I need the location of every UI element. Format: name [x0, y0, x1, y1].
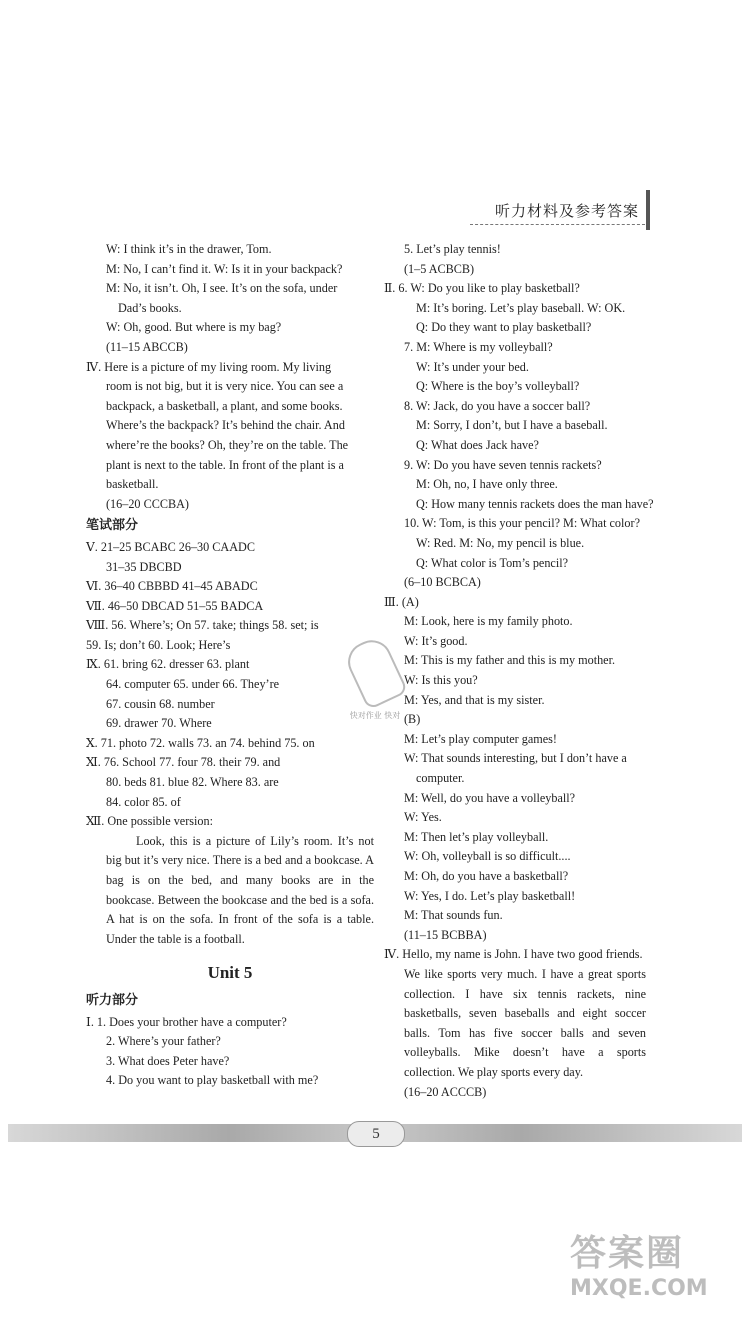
left-lines-line: Ⅳ. Here is a picture of my living room. My living: [86, 359, 332, 374]
left-lines-line: W: I think it’s in the drawer, Tom.: [106, 242, 272, 256]
left-lines-line: where’re the books? Oh, they’re on the table. The: [106, 437, 349, 452]
right-lines-line: 8. W: Jack, do you have a soccer ball?: [404, 398, 591, 413]
left-tail-line: 2. Where’s your father?: [106, 1034, 221, 1049]
left-tail-lines: [86, 1013, 374, 1091]
right-lines-line: Q: What color is Tom’s pencil?: [416, 555, 569, 570]
right-lines: [384, 240, 654, 945]
right-lines-line: M: Then let’s play volleyball.: [404, 829, 549, 844]
right-lines-line: W: Is this you?: [404, 673, 478, 688]
left-lines-line: 84. color 85. of: [106, 794, 181, 809]
header-corner-mark: [646, 190, 650, 230]
left-lines-line: Dad’s books.: [118, 300, 182, 315]
left-lines-line: M: No, I can’t find it. W: Is it in your backpack?: [106, 261, 343, 276]
left-lines-line: (16–20 CCCBA): [106, 496, 189, 511]
right-lines-line: 7. M: Where is my volleyball?: [404, 339, 553, 354]
right-lines-line: Ⅲ. (A): [384, 594, 419, 609]
left-lines-line: backpack, a basketball, a plant, and some books.: [106, 398, 343, 413]
right-lines-line: W: It’s under your bed.: [416, 359, 529, 374]
watermark-en: MXQE.COM: [570, 1276, 708, 1301]
left-lines-line: Where’s the backpack? It’s behind the chair. And: [106, 418, 345, 433]
right-lines-line: Q: Do they want to play basketball?: [416, 320, 592, 335]
left-lines-line: 80. beds 81. blue 82. Where 83. are: [106, 775, 279, 790]
left-lines-line: Ⅻ. One possible version:: [86, 814, 213, 829]
left-lines-line: basketball.: [106, 477, 159, 492]
passage-answers: (16–20 ACCCB): [404, 1084, 487, 1099]
left-lines-line: 笔试部分: [86, 518, 139, 534]
left-column: [86, 240, 374, 1091]
left-lines-line: Ⅺ. 76. School 77. four 78. their 79. and: [86, 755, 281, 770]
right-lines-line: M: Oh, no, I have only three.: [416, 477, 558, 492]
left-lines-line: Ⅸ. 61. bring 62. dresser 63. plant: [86, 657, 250, 672]
right-lines-line: M: Well, do you have a volleyball?: [404, 790, 576, 805]
unit-title: Unit 5: [207, 963, 253, 983]
right-lines-line: W: Yes, I do. Let’s play basketball!: [404, 888, 576, 903]
right-lines-line: M: Sorry, I don’t, but I have a baseball.: [416, 418, 608, 433]
passage-paragraph: We like sports very much. I have a great sports collection. I have six tennis rackets, nine basketballs, seven baseballs and eight soccer balls. Tom has five soccer balls and seven volleyballs. Mike doesn’t have a sports collection. We play sports every day.: [404, 966, 646, 1079]
left-lines-line: Ⅵ. 36–40 CBBBD 41–45 ABADC: [86, 579, 258, 594]
left-lines-line: Ⅹ. 71. photo 72. walls 73. an 74. behind 75. on: [86, 735, 315, 750]
right-lines-line: Q: Where is the boy’s volleyball?: [416, 379, 580, 394]
left-tail-line: 3. What does Peter have?: [106, 1053, 230, 1068]
watermark-cn: 答案圈: [570, 1233, 685, 1274]
left-lines-line: (11–15 ABCCB): [106, 339, 188, 354]
carrot-stamp-icon: [342, 634, 409, 711]
right-lines-line: M: It’s boring. Let’s play baseball. W: OK.: [416, 300, 626, 315]
left-lines-line: W: Oh, good. But where is my bag?: [106, 320, 282, 335]
right-lines-line: M: That sounds fun.: [404, 908, 503, 923]
left-lines-line: room is not big, but it is very nice. You can see a: [106, 379, 344, 394]
right-lines-line: W: Red. M: No, my pencil is blue.: [416, 535, 585, 550]
left-tail-line: Ⅰ. 1. Does your brother have a computer?: [86, 1014, 287, 1029]
right-lines-line: computer.: [416, 771, 465, 786]
left-lines-line: plant is next to the table. In front of the plant is a: [106, 457, 344, 472]
left-lines-line: 31–35 DBCBD: [106, 559, 182, 574]
left-lines-line: Ⅶ. 46–50 DBCAD 51–55 BADCA: [86, 598, 264, 613]
site-watermark-logo: [570, 1225, 740, 1305]
right-lines-line: M: Look, here is my family photo.: [404, 614, 573, 629]
right-lines-line: 9. W: Do you have seven tennis rackets?: [404, 457, 602, 472]
right-lines-line: 10. W: Tom, is this your pencil? M: What color?: [404, 516, 640, 531]
right-lines-line: M: Let’s play computer games!: [404, 731, 557, 746]
right-lines-line: Ⅱ. 6. W: Do you like to play basketball?: [384, 281, 580, 296]
right-lines-line: 5. Let’s play tennis!: [404, 242, 501, 256]
right-lines-line: Q: What does Jack have?: [416, 437, 539, 452]
left-lines: [86, 240, 374, 832]
left-lines-line: 69. drawer 70. Where: [106, 716, 212, 731]
stamp-watermark: [340, 640, 410, 740]
page-header-title: 听力材料及参考答案: [495, 202, 640, 220]
header-rule: [470, 224, 645, 225]
right-lines-line: M: Oh, do you have a basketball?: [404, 869, 569, 883]
right-lines-line: (B): [404, 712, 421, 727]
right-lines-line: W: Yes.: [404, 810, 442, 825]
right-lines-line: M: This is my father and this is my mother.: [404, 653, 616, 668]
left-lines-line: Ⅴ. 21–25 BCABC 26–30 CAADC: [86, 539, 255, 554]
right-lines-line: M: Yes, and that is my sister.: [404, 692, 545, 707]
right-lines-line: W: It’s good.: [404, 633, 468, 648]
right-lines-line: W: Oh, volleyball is so difficult....: [404, 849, 571, 864]
passage-heading-line: Ⅳ. Hello, my name is John. I have two good friends.: [384, 947, 643, 962]
page-number: 5: [347, 1121, 405, 1147]
right-lines-line: (1–5 ACBCB): [404, 261, 475, 276]
left-lines-line: Ⅷ. 56. Where’s; On 57. take; things 58. set; is: [86, 618, 319, 633]
left-lines-line: 67. cousin 68. number: [106, 696, 215, 711]
essay-paragraph: Look, this is a picture of Lily’s room. It’s not big but it’s very nice. There is a bed and a bookcase. A bag is on the bed, and many books are in the bookcase. Between the bookcase and the bed is a sofa. A hat is on the sofa. In front of the sofa is a table. Under the table is a football.: [106, 833, 374, 946]
left-lines-line: 59. Is; don’t 60. Look; Here’s: [86, 637, 231, 652]
left-tail-line: 4. Do you want to play basketball with me?: [106, 1073, 319, 1088]
right-column: [384, 240, 654, 1102]
left-lines-line: M: No, it isn’t. Oh, I see. It’s on the sofa, under: [106, 281, 338, 296]
left-lines-line: 64. computer 65. under 66. They’re: [106, 677, 280, 692]
right-lines-line: (6–10 BCBCA): [404, 575, 481, 590]
section-heading: 听力部分: [86, 992, 139, 1008]
right-lines-line: W: That sounds interesting, but I don’t have a: [404, 751, 627, 766]
right-lines-line: (11–15 BCBBA): [404, 927, 487, 942]
right-lines-line: Q: How many tennis rackets does the man have?: [416, 496, 654, 511]
stamp-text: 快对作业 快对: [349, 711, 401, 720]
